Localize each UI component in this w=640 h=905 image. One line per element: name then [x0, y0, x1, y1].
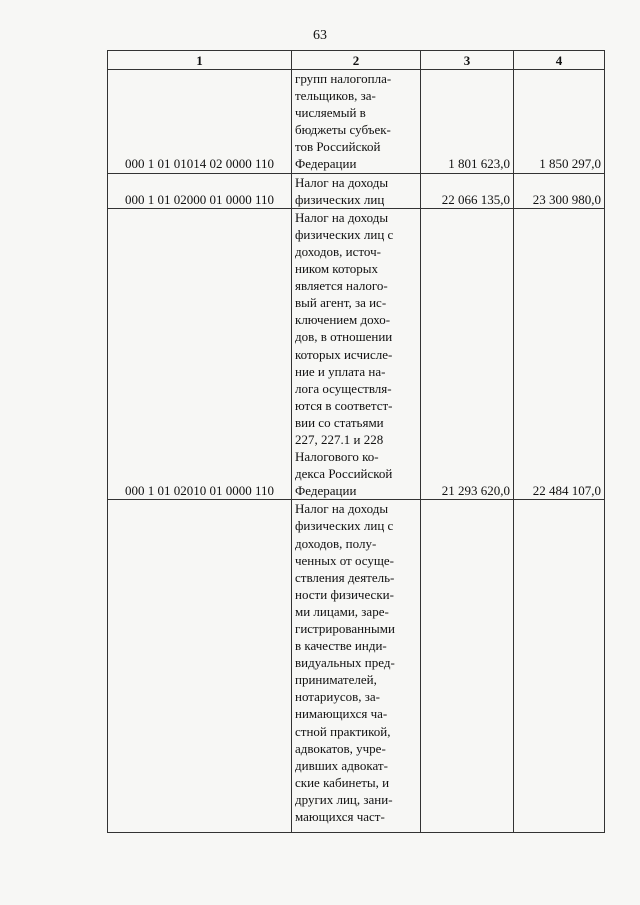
revenue-name-line: доходов, полу- [295, 535, 377, 551]
revenue-name-line: которых исчисле- [295, 346, 393, 362]
revenue-name-line: ности физически- [295, 586, 394, 602]
revenue-name-line: вый агент, за ис- [295, 295, 387, 311]
revenue-name-line: дов, в отношении [295, 329, 393, 345]
revenue-name-line: Налог на доходы [295, 501, 389, 517]
column-header-3: 3 [421, 51, 514, 70]
revenue-name-line: Федерации [295, 156, 357, 172]
revenue-name-line: 227, 227.1 и 228 [295, 431, 384, 447]
revenue-name-line: Налог на доходы [295, 209, 389, 225]
revenue-name-line: групп налогопла- [295, 71, 392, 86]
revenue-name-line: ются в соответст- [295, 397, 393, 413]
amount-column-3 [421, 500, 514, 833]
revenue-name-line: физических лиц [295, 191, 385, 207]
amount-column-3: 1 801 623,0 [421, 70, 514, 174]
revenue-name-line: ские кабинеты, и [295, 774, 390, 790]
amount-column-4: 1 850 297,0 [514, 70, 605, 174]
revenue-name-line: мающихся част- [295, 809, 385, 825]
revenue-name-line: принимателей, [295, 672, 377, 688]
column-header-2: 2 [292, 51, 421, 70]
table-row [108, 173, 605, 208]
revenue-name-line: тельщиков, за- [295, 88, 376, 104]
revenue-name-line: дивших адвокат- [295, 757, 388, 773]
revenue-name-line: видуальных пред- [295, 655, 395, 671]
page-number: 63 [313, 28, 327, 43]
revenue-name-line: ствления деятель- [295, 569, 395, 585]
amount-column-4: 23 300 980,0 [514, 173, 605, 208]
revenue-name-line: Налог на доходы [295, 174, 389, 190]
revenue-name-line: бюджеты субъек- [295, 122, 391, 138]
revenue-name-line: других лиц, зани- [295, 791, 393, 807]
revenue-name-line: ключением дохо- [295, 312, 391, 328]
budget-classification-code [108, 500, 292, 833]
amount-column-3: 21 293 620,0 [421, 208, 514, 500]
revenue-name-line: тов Российской [295, 139, 381, 155]
revenue-name-line: доходов, источ- [295, 243, 381, 259]
column-header-4: 4 [514, 51, 605, 70]
revenue-name [292, 208, 421, 500]
table-row [108, 208, 605, 500]
revenue-name-line: нотариусов, за- [295, 689, 380, 705]
revenue-name-line: ние и уплата на- [295, 363, 386, 379]
budget-classification-code: 000 1 01 02000 01 0000 110 [108, 173, 292, 208]
revenue-name [292, 70, 421, 174]
revenue-name-line: ми лицами, заре- [295, 603, 389, 619]
revenue-name-line: физических лиц с [295, 518, 394, 534]
revenue-name [292, 173, 421, 208]
revenue-name-line: стной практикой, [295, 723, 391, 739]
budget-classification-code: 000 1 01 02010 01 0000 110 [108, 208, 292, 500]
revenue-name-line: физических лиц с [295, 226, 394, 242]
revenue-name [292, 500, 421, 833]
revenue-name-line: числяемый в [295, 105, 366, 121]
revenue-name-line: Налогового ко- [295, 449, 379, 465]
revenue-name-line: гистрированными [295, 621, 395, 636]
table-row [108, 70, 605, 174]
revenue-name-line: декса Российской [295, 466, 393, 482]
amount-column-4: 22 484 107,0 [514, 208, 605, 500]
revenue-name-line: вии со статьями [295, 414, 384, 430]
revenue-name-line: нимающихся ча- [295, 706, 388, 722]
revenue-name-line: Федерации [295, 483, 357, 499]
revenue-name-line: ником которых [295, 261, 379, 277]
budget-classification-code: 000 1 01 01014 02 0000 110 [108, 70, 292, 174]
revenue-name-line: лога осуществля- [295, 380, 392, 396]
table-header-row [108, 51, 605, 70]
revenue-table [107, 50, 605, 833]
revenue-name-line: в качестве инди- [295, 638, 387, 654]
amount-column-3: 22 066 135,0 [421, 173, 514, 208]
revenue-name-line: адвокатов, учре- [295, 740, 386, 756]
table-row [108, 500, 605, 833]
column-header-1: 1 [108, 51, 292, 70]
revenue-name-line: является налого- [295, 278, 388, 294]
amount-column-4 [514, 500, 605, 833]
revenue-name-line: ченных от осуще- [295, 552, 394, 568]
